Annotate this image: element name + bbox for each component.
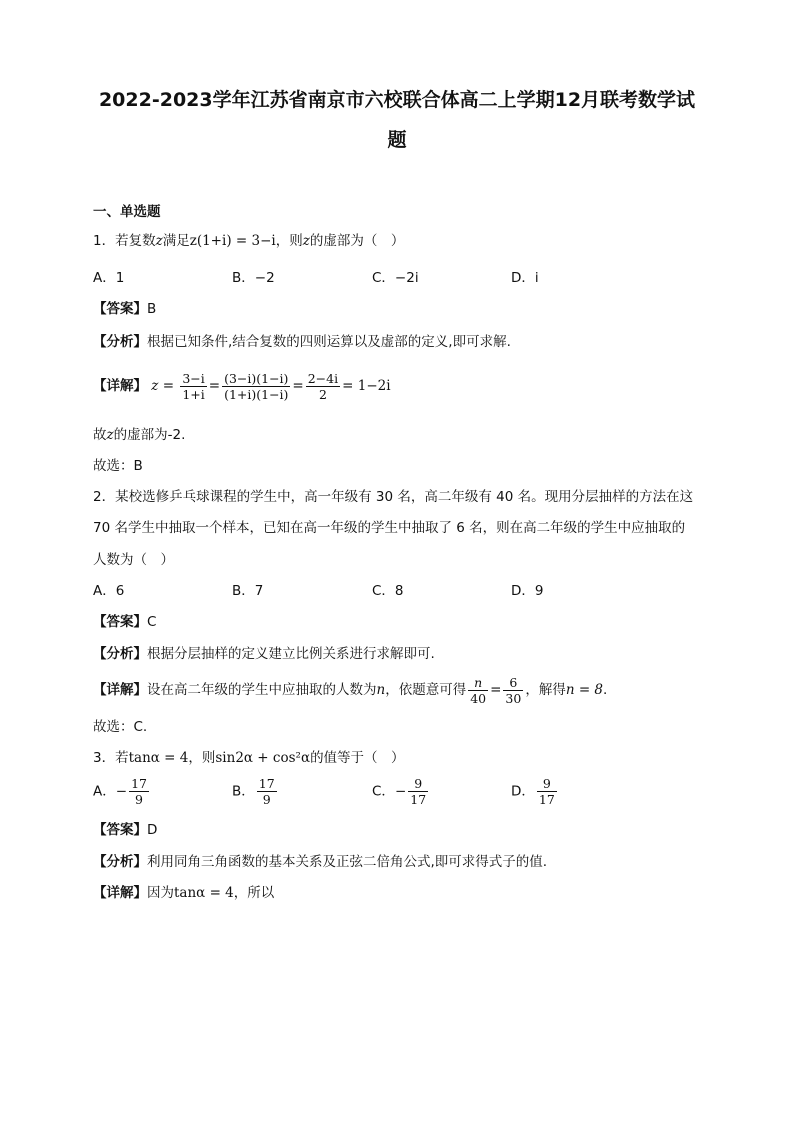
q1-fraction-1-num: 3−i bbox=[182, 370, 205, 386]
q2-detail-c: ，解得 bbox=[525, 682, 566, 698]
q1-fraction-3 bbox=[306, 371, 340, 402]
q3-analysis-text: 利用同角三角函数的基本关系及正弦二倍角公式,即可求得式子的值. bbox=[147, 854, 548, 870]
q2-stem-line-2: 70 名学生中抽取一个样本，已知在高一年级的学生中抽取了 6 名，则在高二年级的学生中应抽取的 bbox=[93, 520, 686, 536]
q2-detail-b: ，依题意可得 bbox=[385, 682, 467, 698]
q1-eq-2: = bbox=[292, 378, 304, 394]
q3-option-b-den: 9 bbox=[262, 792, 271, 807]
q1-stem bbox=[93, 231, 404, 251]
q2-option-a: A．6 bbox=[93, 583, 125, 599]
q3-option-c-sign: − bbox=[394, 783, 407, 800]
q1-fraction-3-den: 2 bbox=[318, 386, 327, 402]
q1-equation: z(1+i) = 3−i bbox=[189, 233, 276, 249]
q2-result: n = 8 bbox=[565, 682, 604, 698]
q2-option-d: D．9 bbox=[511, 583, 544, 599]
q2-fraction-1 bbox=[468, 675, 488, 706]
q3-option-d-letter: D． bbox=[511, 783, 535, 800]
q1-eq-1: = bbox=[208, 378, 221, 394]
q2-fraction-1-num: n bbox=[468, 675, 488, 691]
q3-analysis-label: 【分析】 bbox=[93, 854, 147, 870]
q1-detail-lhs: z = bbox=[151, 378, 175, 394]
q3-option-c-fraction bbox=[408, 776, 428, 807]
q3-option-d bbox=[511, 776, 559, 807]
q3-option-a-fraction bbox=[129, 776, 149, 807]
q3-stem-c: 的值等于（ ） bbox=[310, 750, 405, 766]
q2-answer bbox=[93, 612, 156, 632]
q2-fraction-2-den: 30 bbox=[505, 690, 522, 706]
q1-answer bbox=[93, 299, 156, 319]
q1-stem-a: 1．若复数 bbox=[93, 233, 156, 249]
q1-option-a: A．1 bbox=[93, 270, 125, 286]
page-title: 2022-2023学年江苏省南京市六校联合体高二上学期12月联考数学试 bbox=[98, 89, 696, 111]
q3-option-d-num: 9 bbox=[537, 776, 557, 792]
q2-eq: = bbox=[490, 682, 502, 698]
q1-option-b: B．−2 bbox=[232, 270, 275, 286]
q3-stem-b: ，则 bbox=[188, 750, 216, 766]
q3-option-c bbox=[372, 776, 430, 807]
q2-detail-a: 设在高二年级的学生中应抽取的人数为 bbox=[147, 682, 377, 698]
q3-option-c-num: 9 bbox=[408, 776, 428, 792]
q3-option-b-letter: B． bbox=[232, 783, 255, 800]
q1-option-d: D．i bbox=[511, 270, 539, 286]
q3-stem bbox=[93, 748, 405, 768]
q2-fraction-1-den: 40 bbox=[470, 690, 487, 706]
q1-fraction-3-num: 2−4i bbox=[307, 370, 339, 386]
q1-analysis bbox=[93, 332, 511, 352]
q2-choose: 故选：C. bbox=[93, 719, 148, 735]
q3-option-b-num: 17 bbox=[258, 776, 275, 791]
q1-fraction-2-num: (3−i)(1−i) bbox=[224, 370, 289, 386]
q1-analysis-label: 【分析】 bbox=[93, 334, 147, 350]
q3-detail-label: 【详解】 bbox=[93, 885, 147, 901]
q1-fraction-2 bbox=[222, 371, 290, 402]
q1-choose: 故选：B bbox=[93, 458, 143, 474]
q3-answer bbox=[93, 820, 157, 840]
q3-detail-b: ，所以 bbox=[233, 885, 275, 901]
q2-analysis-text: 根据分层抽样的定义建立比例关系进行求解即可. bbox=[147, 646, 435, 662]
q2-answer-value: C bbox=[147, 614, 157, 630]
q1-fraction-1-den: 1+i bbox=[182, 386, 205, 402]
q3-analysis bbox=[93, 852, 547, 872]
q1-option-c: C．−2i bbox=[372, 270, 419, 286]
q2-analysis-label: 【分析】 bbox=[93, 646, 147, 662]
q1-conclusion-b: 的虚部为-2. bbox=[113, 427, 186, 443]
q3-option-a-sign: − bbox=[115, 783, 128, 800]
q3-option-d-fraction bbox=[537, 776, 557, 807]
q1-var-z: z bbox=[155, 233, 163, 249]
q3-detail-condition: tanα = 4 bbox=[174, 885, 234, 901]
q2-option-c: C．8 bbox=[372, 583, 404, 599]
q3-detail-a: 因为 bbox=[147, 885, 174, 901]
page-title-continued: 题 bbox=[387, 129, 407, 151]
q2-fraction-2 bbox=[503, 675, 523, 706]
q3-option-b-fraction bbox=[257, 776, 277, 807]
q1-conclusion-var: z bbox=[106, 427, 114, 443]
q2-period: . bbox=[603, 682, 608, 698]
q2-option-b: B．7 bbox=[232, 583, 264, 599]
q1-detail-tail: = 1−2i bbox=[342, 378, 391, 394]
q2-fraction-2-num: 6 bbox=[503, 675, 523, 691]
q3-option-a bbox=[93, 776, 151, 807]
q3-option-a-num: 17 bbox=[131, 776, 147, 791]
q1-fraction-1 bbox=[180, 371, 206, 402]
q1-analysis-text: 根据已知条件,结合复数的四则运算以及虚部的定义,即可求解. bbox=[147, 334, 511, 350]
q3-condition: tanα = 4 bbox=[128, 750, 189, 766]
q2-detail bbox=[93, 672, 607, 708]
q1-stem-d: 的虚部为（ ） bbox=[309, 233, 405, 249]
q3-option-c-letter: C． bbox=[372, 783, 395, 800]
q1-detail-label: 【详解】 bbox=[93, 378, 147, 394]
q1-fraction-2-den: (1+i)(1−i) bbox=[224, 386, 289, 402]
q1-var-z-2: z bbox=[302, 233, 310, 249]
q3-detail bbox=[93, 883, 274, 903]
q2-var-n: n bbox=[376, 682, 386, 698]
q1-stem-b: 满足 bbox=[162, 233, 190, 249]
q3-option-c-den: 17 bbox=[410, 792, 427, 807]
q3-option-b bbox=[232, 776, 279, 807]
q1-detail bbox=[93, 366, 391, 406]
q3-answer-label: 【答案】 bbox=[93, 822, 147, 838]
q3-option-a-den: 9 bbox=[135, 792, 143, 807]
q3-option-d-den: 17 bbox=[538, 792, 555, 807]
q3-expression: sin2α + cos²α bbox=[215, 750, 311, 766]
q1-conclusion bbox=[93, 425, 185, 445]
q1-conclusion-a: 故 bbox=[93, 427, 107, 443]
q1-stem-c: ，则 bbox=[275, 233, 303, 249]
q3-answer-value: D bbox=[147, 822, 158, 838]
q3-option-a-letter: A． bbox=[93, 783, 116, 800]
q2-detail-label: 【详解】 bbox=[93, 682, 147, 698]
q2-analysis bbox=[93, 644, 435, 664]
q1-answer-label: 【答案】 bbox=[93, 301, 147, 317]
q1-answer-value: B bbox=[147, 301, 157, 317]
q2-stem-line-1: 2．某校选修乒乓球课程的学生中，高一年级有 30 名，高二年级有 40 名。现用分层抽样的方法在这 bbox=[93, 489, 694, 505]
section-heading: 一、单选题 bbox=[93, 204, 161, 220]
q2-stem-line-3: 人数为（ ） bbox=[93, 552, 174, 568]
q2-answer-label: 【答案】 bbox=[93, 614, 147, 630]
q3-stem-a: 3．若 bbox=[93, 750, 129, 766]
